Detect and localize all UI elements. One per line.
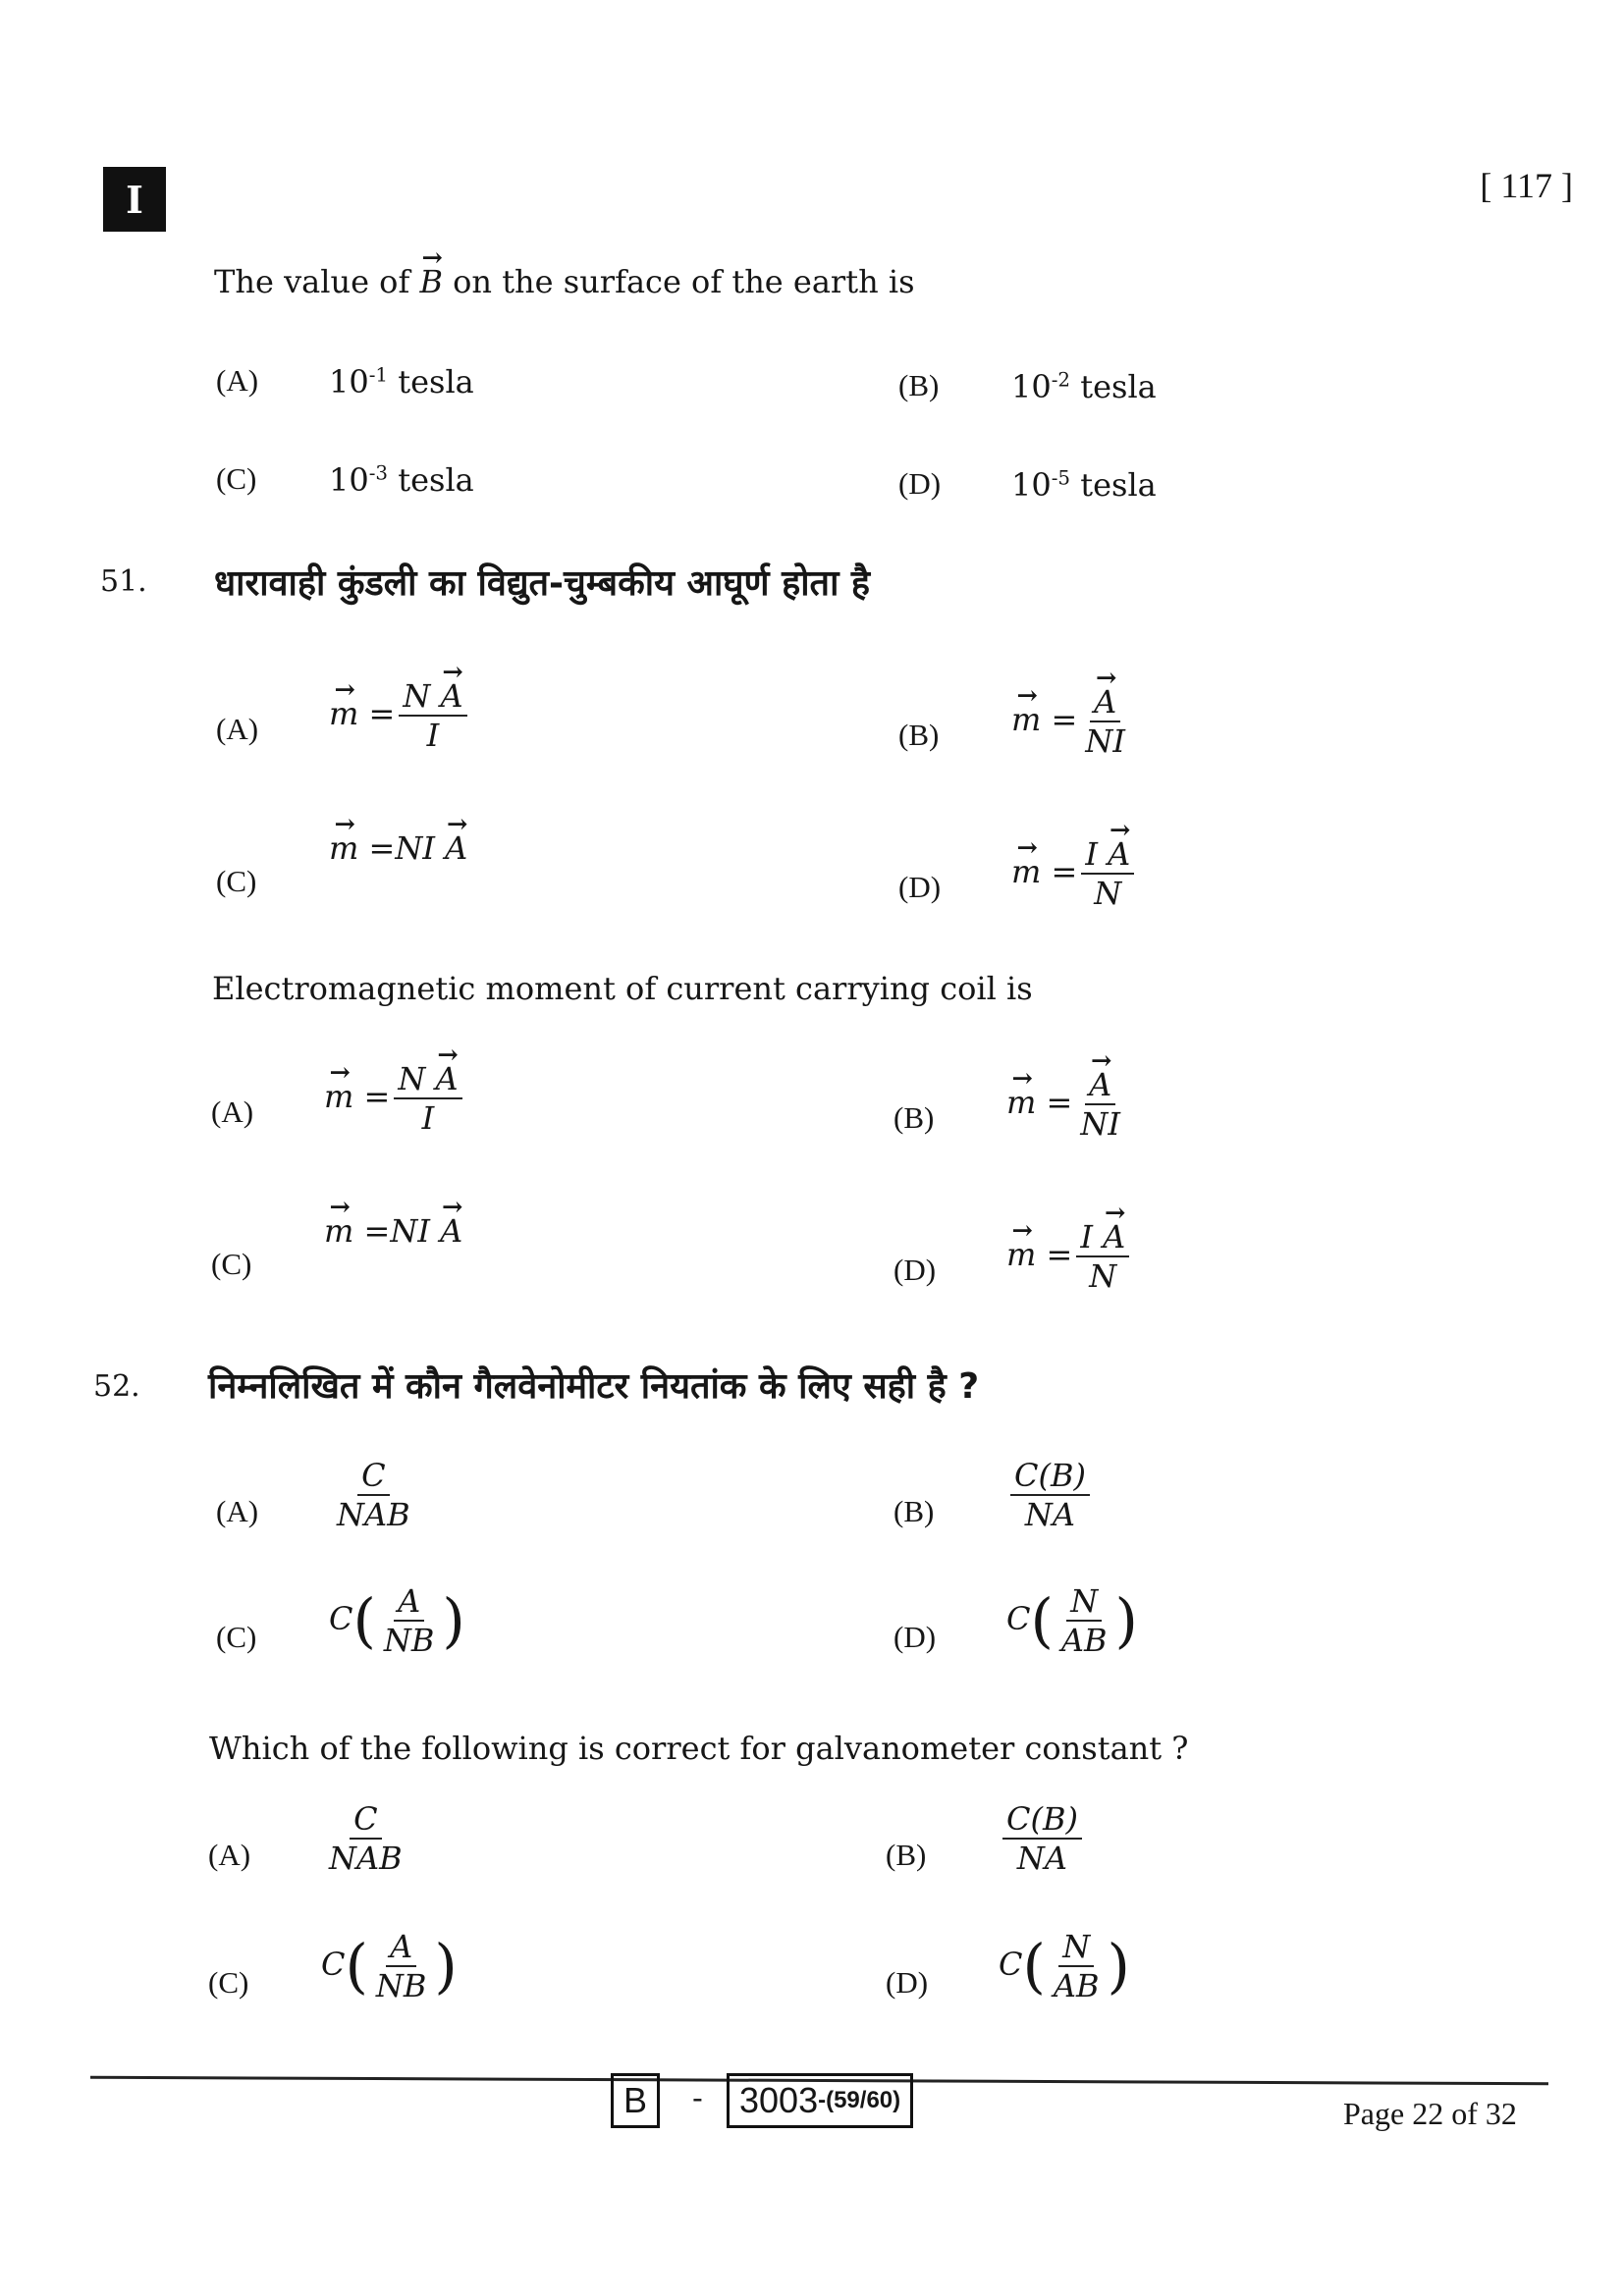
q50-english-text: The value of → B on the surface of the earth is bbox=[214, 263, 915, 300]
q50-option-value: $10^{-5}$ tesla bbox=[1011, 466, 1157, 504]
q50-option-label: (A) bbox=[216, 363, 259, 398]
q50-option-label: (B) bbox=[898, 368, 940, 402]
page-marker: [ 117 ] bbox=[1480, 166, 1573, 205]
q51-option-formula: → m = → $\frac{A}{NI}$ bbox=[1006, 1066, 1128, 1144]
page-number: Page 22 of 32 bbox=[1343, 2096, 1517, 2131]
q51-option-label: (D) bbox=[893, 1253, 937, 1287]
q52-option-formula: C( $\frac{A}{NB}$ ) bbox=[329, 1582, 465, 1660]
q50-option-label: (C) bbox=[216, 461, 257, 496]
q51-option-formula: → m = $\frac{N \to A}{I}$ bbox=[324, 1060, 466, 1138]
q51-option-label: (A) bbox=[216, 712, 259, 746]
q50-option-value: $10^{-3}$ tesla bbox=[329, 461, 474, 499]
q52-option-label: (B) bbox=[886, 1838, 927, 1872]
paper-code: 3003 bbox=[739, 2080, 819, 2120]
footer-dash: - bbox=[692, 2079, 703, 2116]
q51-option-label: (B) bbox=[893, 1100, 935, 1135]
q51-option-formula: → m =NI → A bbox=[329, 829, 467, 867]
q51-number: 51. bbox=[100, 564, 147, 599]
q51-hindi-text: धारावाही कुंडली का विद्युत-चुम्बकीय आघूर्ण होता है bbox=[214, 563, 871, 604]
q50-option-label: (D) bbox=[898, 466, 942, 501]
paper-code-box bbox=[727, 2073, 913, 2128]
q50-option-value: $10^{-1}$ tesla bbox=[329, 363, 474, 400]
q52-number: 52. bbox=[93, 1369, 140, 1404]
series-box: B bbox=[611, 2073, 660, 2128]
q52-hindi-text: निम्नलिखित में कौन गैलवेनोमीटर नियतांक के लिए सही है ? bbox=[208, 1366, 980, 1407]
q51-option-label: (D) bbox=[898, 870, 942, 904]
q51-english-text: Electromagnetic moment of current carrying coil is bbox=[212, 970, 1033, 1007]
section-mark: I bbox=[103, 167, 166, 232]
q52-option-label: (D) bbox=[893, 1620, 937, 1654]
q51-option-formula: → m = $\frac{N \to A}{I}$ bbox=[329, 677, 471, 755]
q52-option-label: (A) bbox=[216, 1494, 259, 1528]
paper-code-suffix: -(59/60) bbox=[818, 2087, 901, 2113]
q52-option-formula: C( $\frac{N}{AB}$ ) bbox=[999, 1928, 1130, 2005]
q52-english-text: Which of the following is correct for galvanometer constant ? bbox=[209, 1730, 1189, 1767]
q52-option-formula: $\frac{C(B)}{NA}$ bbox=[1006, 1457, 1094, 1534]
q52-option-formula: $\frac{C}{\text{NAB}}$ bbox=[329, 1800, 403, 1878]
q51-option-label: (A) bbox=[211, 1095, 254, 1129]
q51-option-label: (C) bbox=[216, 864, 257, 898]
q52-option-formula: $\frac{C(B)}{NA}$ bbox=[999, 1800, 1086, 1878]
q52-option-label: (C) bbox=[208, 1965, 249, 2000]
q52-option-formula: C( $\frac{A}{NB}$ ) bbox=[321, 1928, 458, 2005]
q52-option-label: (B) bbox=[893, 1494, 935, 1528]
q51-option-formula: → m =NI → A bbox=[324, 1212, 462, 1250]
q51-option-formula: → m = $\frac{I \to A}{N}$ bbox=[1006, 1218, 1133, 1296]
q51-option-formula: → m = → $\frac{A}{NI}$ bbox=[1011, 683, 1133, 761]
q52-option-formula: C( $\frac{N}{AB}$ ) bbox=[1006, 1582, 1138, 1660]
q50-option-value: $10^{-2}$ tesla bbox=[1011, 368, 1157, 405]
q51-option-formula: → m = $\frac{I \to A}{N}$ bbox=[1011, 835, 1138, 913]
q51-option-label: (C) bbox=[211, 1247, 252, 1281]
q52-option-label: (C) bbox=[216, 1620, 257, 1654]
q52-option-label: (A) bbox=[208, 1838, 251, 1872]
q51-option-label: (B) bbox=[898, 718, 940, 752]
q52-option-formula: $\frac{C}{\text{NAB}}$ bbox=[337, 1457, 410, 1534]
q52-option-label: (D) bbox=[886, 1965, 929, 2000]
